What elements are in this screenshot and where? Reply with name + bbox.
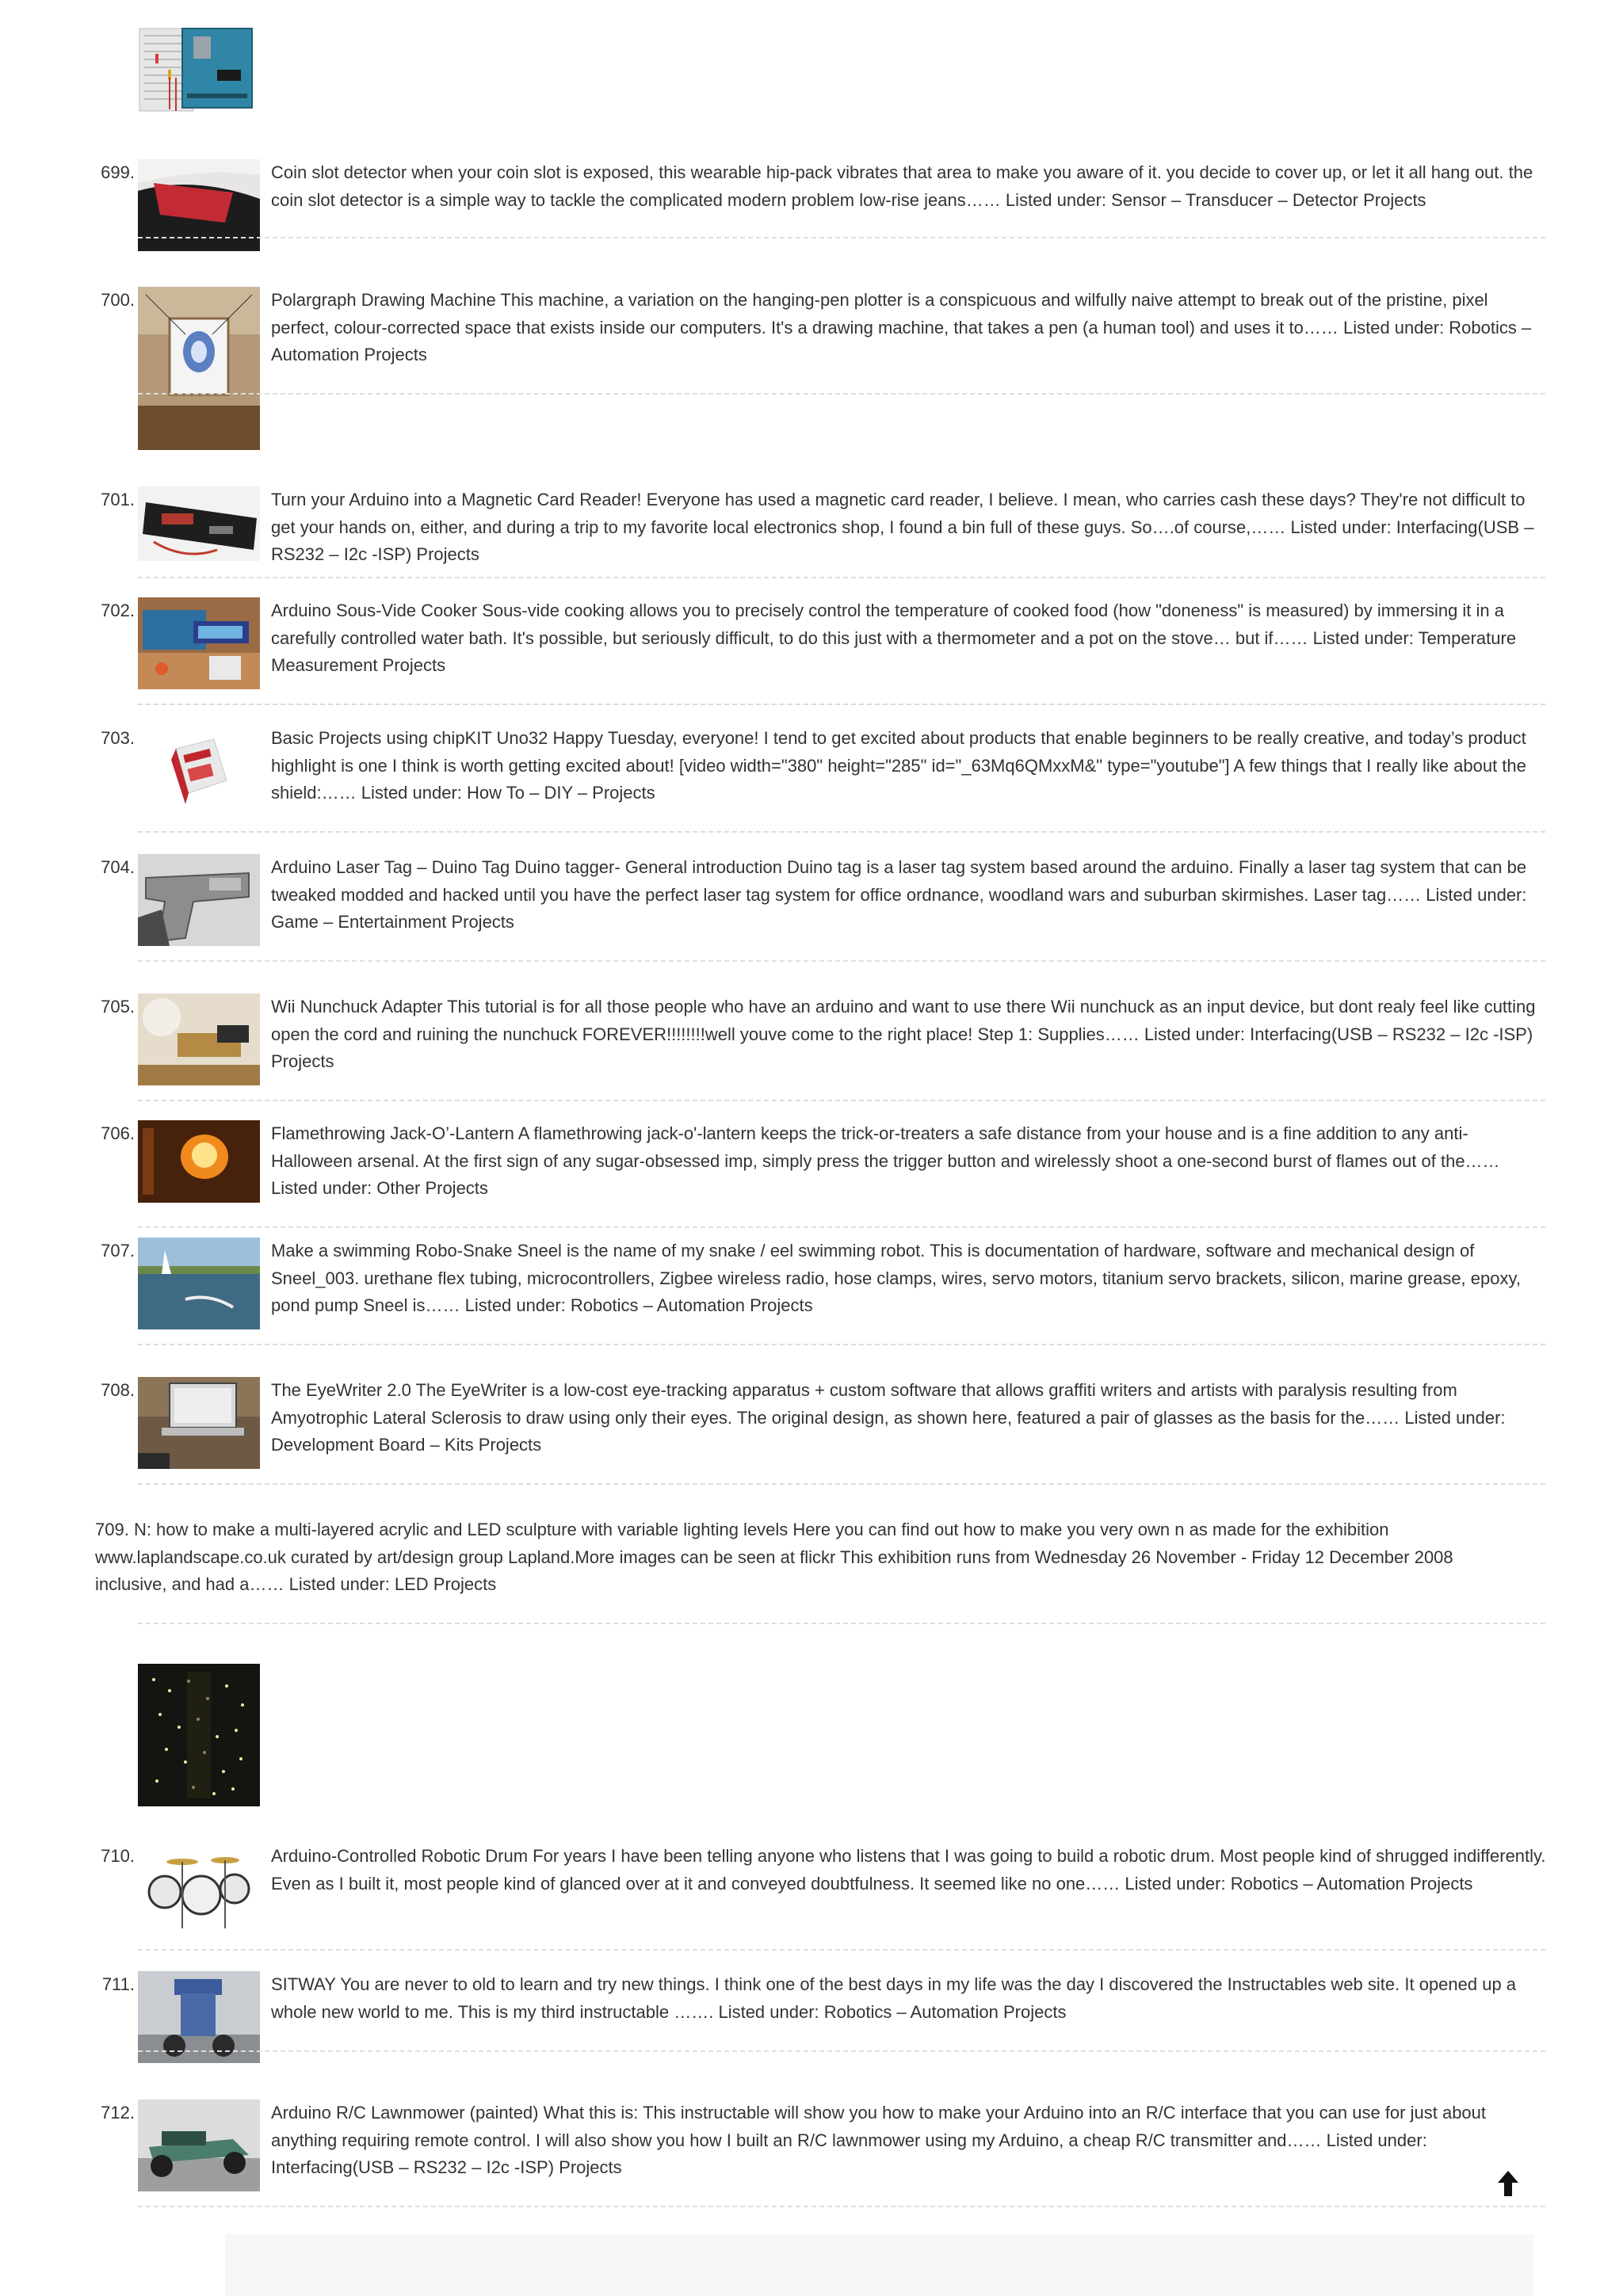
item-number: 712. [101,2103,135,2122]
item-number: 708. [101,1380,135,1400]
item-number: 699. [101,162,135,182]
item-number: 711. [101,1974,135,1994]
separator [138,1949,1545,1951]
separator [138,1623,1545,1624]
project-thumbnail[interactable] [138,854,260,946]
project-description: Make a swimming Robo-Snake Sneel is the name of my snake / eel swimming robot. This is documentation of hardware, software and mechanical design of Sneel_003. urethane flex tubing, microcontrollers, Zigbee wireless radio, hose clamps, wires, servo motors, titanium servo brackets, silicon, marine grease, epoxy, pond pump Sneel is…… Listed under: Robotics – Automation Projects [271,1241,1521,1315]
separator [138,831,1545,833]
separator [138,1483,1545,1485]
project-description: Wii Nunchuck Adapter This tutorial is for all those people who have an arduino and want to use there Wii nunchuck as an input device, but dont realy feel like cutting open the cord and ruining the nunchuck FOREVER!!!!!!!!well youve come to the right place! Step 1: Supplies…… Listed under: Interfacing(USB – RS232 – I2c -ISP) Projects [271,997,1536,1071]
list-item [95,1516,1529,1599]
item-number: 707. [101,1241,135,1261]
separator [138,2206,1545,2207]
separator [138,577,1545,578]
item-number: 700. [101,290,135,310]
project-thumbnail[interactable] [138,1120,260,1203]
project-thumbnail[interactable] [138,287,260,450]
project-description: Coin slot detector when your coin slot is exposed, this wearable hip-pack vibrates that area to make you aware of it. you decide to cover up, or let it all hang out. the coin slot detector is a simple way to tackle the complicated modern problem low-rise jeans…… Listed under: Sensor – Transducer – Detector Projects [271,162,1533,210]
project-thumbnail[interactable] [138,1843,260,1935]
project-thumbnail[interactable] [138,725,260,817]
arduino-breadboard-thumbnail[interactable] [138,22,260,114]
project-description: Arduino Sous-Vide Cooker Sous-vide cooking allows you to precisely control the temperature of cooked food (how "doneness" is measured) by immersing it in a carefully controlled water bath. It's possible, but seriously difficult, to do this just with a thermometer and a pot on the stove… but if…… Listed under: Temperature Measurement Projects [271,601,1517,675]
project-description: Arduino Laser Tag – Duino Tag Duino tagger- General introduction Duino tag is a laser tag system based around the arduino. Finally a laser tag system that can be tweaked modded and hacked until you have the perfect laser tag system for office ordnance, woodland wars and suburban skirmishes. Laser tag…… Listed under: Game – Entertainment Projects [271,857,1527,932]
project-thumbnail[interactable] [138,1664,260,1806]
project-description: N: how to make a multi-layered acrylic and LED sculpture with variable lighting levels Here you can find out how to make you very own n as made for the exhibition www.laplandscape.co.uk curated by art/design group Lapland.More images can be seen at flickr This exhibition runs from Wednesday 26 November - Friday 12 December 2008 inclusive, and had a…… Listed under: LED Projects [95,1520,1453,1594]
item-number: 701. [101,490,135,509]
project-description: Flamethrowing Jack-O’-Lantern A flamethrowing jack-o'-lantern keeps the trick-or-treaters a safe distance from your house and is a fine addition to any anti-Halloween arsenal. At the first sign of any sugar-obsessed imp, simply press the trigger button and wirelessly shoot a one-second burst of flames out of the…… Listed under: Other Projects [271,1123,1500,1198]
separator [138,2050,1545,2052]
separator [138,1344,1545,1345]
project-description: Basic Projects using chipKIT Uno32 Happy Tuesday, everyone! I tend to get excited about products that enable beginners to be really creative, and today’s product highlight is one I think is worth getting excited about! [video width="380" height="285" id="_63Mq6QMxxM&" type="youtube"] A few things that I really like about the shield:…… Listed under: How To – DIY – Projects [271,728,1526,803]
separator [138,1100,1545,1101]
project-thumbnail[interactable] [138,1377,260,1469]
project-thumbnail[interactable] [138,1971,260,2063]
project-description: Arduino R/C Lawnmower (painted) What this is: This instructable will show you how to make your Arduino into an R/C interface that you can use for just about anything requiring remote control. I will also show you how I built an R/C lawnmower using my Arduino, a cheap R/C transmitter and…… Listed under: Interfacing(USB – RS232 – I2c -ISP) Projects [271,2103,1487,2177]
item-number: 706. [101,1123,135,1143]
project-description: Arduino-Controlled Robotic Drum For years I have been telling anyone who listens that I was going to build a robotic drum. Most people kind of shrugged indifferently. Even as I built it, most people kind of glanced over at it and conveyed doubtfulness. It seemed like no one…… Listed under: Robotics – Automation Projects [271,1846,1546,1894]
separator [138,960,1545,962]
scroll-to-top-arrow-icon[interactable] [1496,2169,1520,2198]
separator [138,393,1545,395]
project-description: SITWAY You are never to old to learn and try new things. I think one of the best days in my life was the day I discovered the Instructables web site. It opened up a whole new world to me. This is my third instructable ……. Listed under: Robotics – Automation Projects [271,1974,1517,2022]
separator [138,1226,1545,1228]
footer-area [225,2234,1534,2296]
item-number: 703. [101,728,135,748]
item-number: 705. [101,997,135,1016]
project-description: Polargraph Drawing Machine This machine, a variation on the hanging-pen plotter is a conspicuous and wilfully naive attempt to break out of the pristine, pixel perfect, colour-corrected space that exists inside our computers. It's a drawing machine, that takes a pen (a human tool) and uses it to…… Listed under: Robotics – Automation Projects [271,290,1532,364]
project-description: Turn your Arduino into a Magnetic Card Reader! Everyone has used a magnetic card reader, I believe. I mean, who carries cash these days? They're not difficult to get your hands on, either, and during a trip to my favorite local electronics shop, I found a bin full of these guys. So….of course,…… Listed under: Interfacing(USB – RS232 – I2c -ISP) Projects [271,490,1534,564]
separator [138,237,1545,238]
project-thumbnail[interactable] [138,486,260,561]
project-thumbnail[interactable] [138,1238,260,1329]
separator [138,704,1545,705]
project-thumbnail[interactable] [138,597,260,689]
item-number: 704. [101,857,135,877]
project-thumbnail[interactable] [138,2100,260,2191]
item-number: 710. [101,1846,135,1866]
item-number: 702. [101,601,135,620]
project-description: The EyeWriter 2.0 The EyeWriter is a low-cost eye-tracking apparatus + custom software that allows graffiti writers and artists with paralysis resulting from Amyotrophic Lateral Sclerosis to draw using only their eyes. The original design, as shown here, featured a pair of glasses as the basis for the…… Listed under: Development Board – Kits Projects [271,1380,1506,1455]
item-number: 709. [95,1520,134,1539]
project-thumbnail[interactable] [138,994,260,1085]
